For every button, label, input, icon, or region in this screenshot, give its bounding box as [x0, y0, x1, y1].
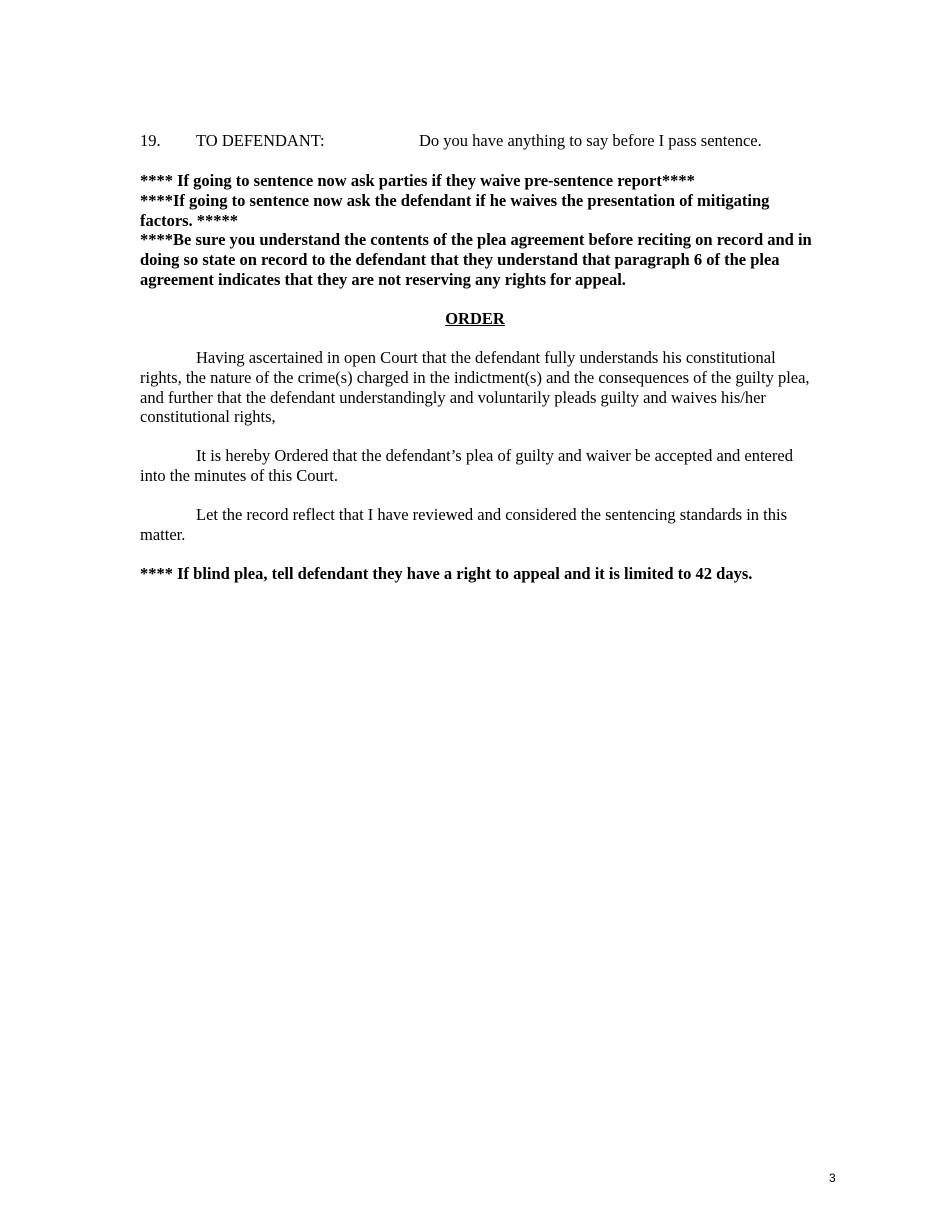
page-number: 3	[829, 1171, 836, 1185]
note-mitigating-factors: ****If going to sentence now ask the defendant if he waives the presentation of mitigating factors. *****	[140, 190, 770, 230]
instruction-notes	[140, 171, 812, 290]
order-heading: ORDER	[445, 309, 505, 328]
order-paragraph: It is hereby Ordered that the defendant’s plea of guilty and waiver be accepted and entered into the minutes of this Court.	[140, 446, 793, 485]
item-19	[140, 131, 840, 153]
item-question: Do you have anything to say before I pass sentence.	[419, 131, 762, 150]
item-number: 19.	[140, 131, 161, 150]
blind-plea-note: **** If blind plea, tell defendant they have a right to appeal and it is limited to 42 days.	[140, 564, 753, 583]
note-plea-agreement: ****Be sure you understand the contents of the plea agreement before reciting on record and in doing so state on record to the defendant that they understand that paragraph 6 of the plea agreement indicates that they are not reserving any rights for appeal.	[140, 230, 812, 289]
order-paragraph: Having ascertained in open Court that the defendant fully understands his constitutional rights, the nature of the crime(s) charged in the indictment(s) and the consequences of the guilty plea, and further that the defendant understandingly and voluntarily pleads guilty and waives his/her constitutional rights,	[140, 348, 810, 427]
order-paragraph: Let the record reflect that I have reviewed and considered the sentencing standards in this matter.	[140, 505, 788, 544]
note-presentence-report: **** If going to sentence now ask parties if they waive pre-sentence report****	[140, 171, 695, 190]
item-label: TO DEFENDANT:	[196, 131, 325, 150]
